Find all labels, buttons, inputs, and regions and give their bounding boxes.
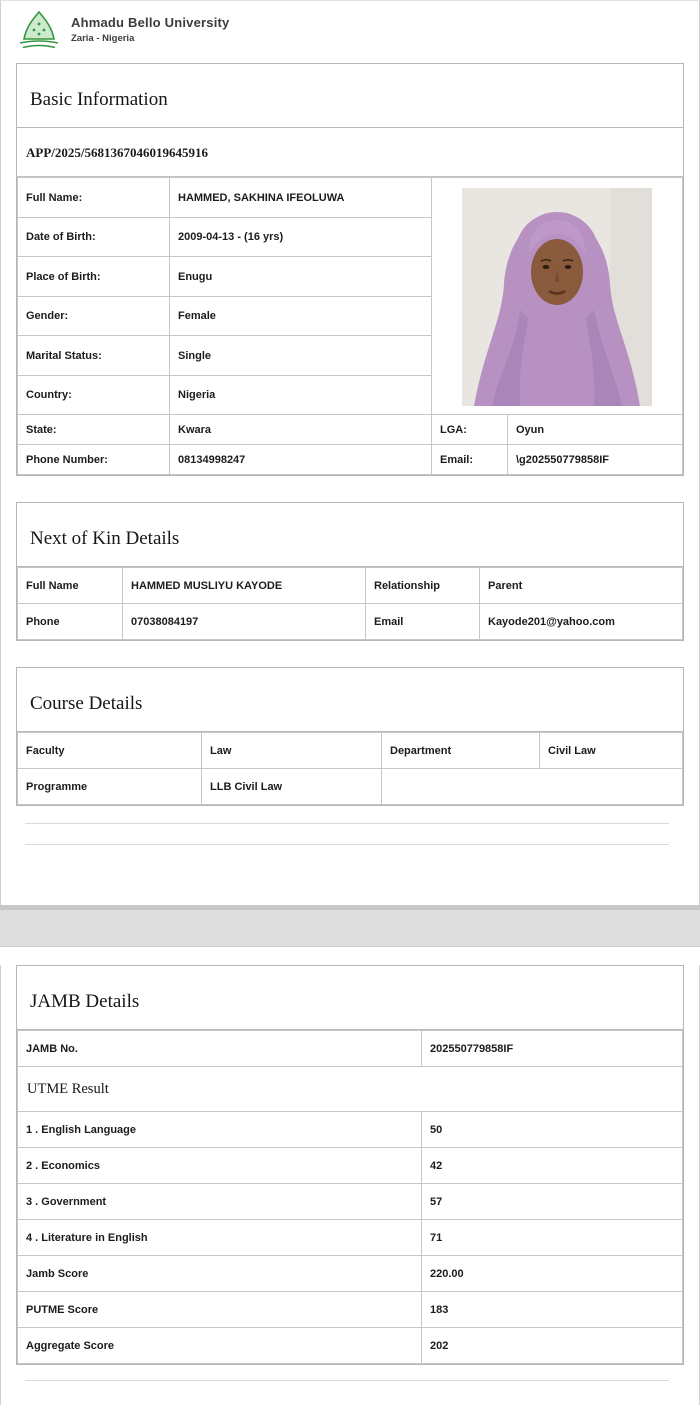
field-value: HAMMED MUSLIYU KAYODE <box>123 568 366 604</box>
table-row <box>18 1112 683 1148</box>
separator-line <box>25 823 669 824</box>
field-label: Full Name: <box>18 178 170 218</box>
field-value: Female <box>170 296 432 336</box>
university-location: Zaria - Nigeria <box>71 33 135 44</box>
next-of-kin-table <box>17 567 683 640</box>
field-value: 2009-04-13 - (16 yrs) <box>170 217 432 257</box>
field-value: Law <box>202 733 382 769</box>
field-value: Civil Law <box>540 733 683 769</box>
basic-information-title: Basic Information <box>17 64 683 128</box>
table-row <box>18 1031 683 1067</box>
table-row <box>18 1292 683 1328</box>
field-label: Gender: <box>18 296 170 336</box>
table-row <box>18 445 683 475</box>
utme-result-subheading: UTME Result <box>18 1067 683 1112</box>
score-value: 220.00 <box>422 1256 683 1292</box>
table-row <box>18 604 683 640</box>
university-name: Ahmadu Bello University <box>71 15 230 30</box>
abu-dome-logo-icon <box>17 10 61 52</box>
field-value: Enugu <box>170 257 432 297</box>
table-row <box>18 568 683 604</box>
table-row <box>18 415 683 445</box>
score-value: 202 <box>422 1328 683 1364</box>
field-value: 202550779858IF <box>422 1031 683 1067</box>
field-value: \g202550779858IF <box>508 445 683 475</box>
field-value: Kayode201@yahoo.com <box>480 604 683 640</box>
field-label: Faculty <box>18 733 202 769</box>
applicant-photo <box>462 188 652 406</box>
field-label: State: <box>18 415 170 445</box>
table-row <box>18 1148 683 1184</box>
field-value: 07038084197 <box>123 604 366 640</box>
table-row <box>18 1220 683 1256</box>
score-label: PUTME Score <box>18 1292 422 1328</box>
field-value: 08134998247 <box>170 445 432 475</box>
table-row <box>18 1328 683 1364</box>
next-of-kin-title: Next of Kin Details <box>17 503 683 567</box>
score-label: Aggregate Score <box>18 1328 422 1364</box>
field-label: Place of Birth: <box>18 257 170 297</box>
field-label: LGA: <box>432 415 508 445</box>
page-break-band <box>0 905 700 947</box>
field-label: JAMB No. <box>18 1031 422 1067</box>
field-label: Date of Birth: <box>18 217 170 257</box>
table-row <box>18 178 683 218</box>
field-label: Marital Status: <box>18 336 170 376</box>
field-label: Full Name <box>18 568 123 604</box>
field-value: HAMMED, SAKHINA IFEOLUWA <box>170 178 432 218</box>
subject-label: 1 . English Language <box>18 1112 422 1148</box>
field-label: Department <box>382 733 540 769</box>
next-of-kin-section <box>16 502 684 641</box>
field-value: Parent <box>480 568 683 604</box>
field-value: LLB Civil Law <box>202 769 382 805</box>
university-header <box>1 1 699 63</box>
subject-score: 42 <box>422 1148 683 1184</box>
separator-line <box>25 1380 669 1381</box>
course-details-section <box>16 667 684 806</box>
score-value: 183 <box>422 1292 683 1328</box>
field-label: Programme <box>18 769 202 805</box>
jamb-details-title: JAMB Details <box>17 966 683 1030</box>
subject-score: 57 <box>422 1184 683 1220</box>
basic-information-table <box>17 177 683 475</box>
table-row <box>18 1256 683 1292</box>
field-label: Phone <box>18 604 123 640</box>
course-details-title: Course Details <box>17 668 683 732</box>
field-label: Relationship <box>366 568 480 604</box>
table-row <box>18 1184 683 1220</box>
subject-score: 71 <box>422 1220 683 1256</box>
subject-label: 2 . Economics <box>18 1148 422 1184</box>
field-label: Country: <box>18 375 170 415</box>
field-value: Oyun <box>508 415 683 445</box>
applicant-photo-cell <box>432 178 683 415</box>
jamb-details-table <box>17 1030 683 1364</box>
field-value: Single <box>170 336 432 376</box>
separator-line <box>25 844 669 845</box>
application-number: APP/2025/5681367046019645916 <box>17 128 683 177</box>
score-label: Jamb Score <box>18 1256 422 1292</box>
subject-label: 3 . Government <box>18 1184 422 1220</box>
jamb-details-section <box>16 965 684 1365</box>
field-value: Kwara <box>170 415 432 445</box>
table-row <box>18 769 683 805</box>
field-label: Email: <box>432 445 508 475</box>
subject-score: 50 <box>422 1112 683 1148</box>
table-row <box>18 1067 683 1112</box>
page-2 <box>0 965 700 1405</box>
field-value: Nigeria <box>170 375 432 415</box>
subject-label: 4 . Literature in English <box>18 1220 422 1256</box>
empty-cell <box>382 769 683 805</box>
field-label: Phone Number: <box>18 445 170 475</box>
basic-information-section <box>16 63 684 476</box>
field-label: Email <box>366 604 480 640</box>
course-details-table <box>17 732 683 805</box>
page-footer-separators <box>1 823 699 845</box>
table-row <box>18 733 683 769</box>
